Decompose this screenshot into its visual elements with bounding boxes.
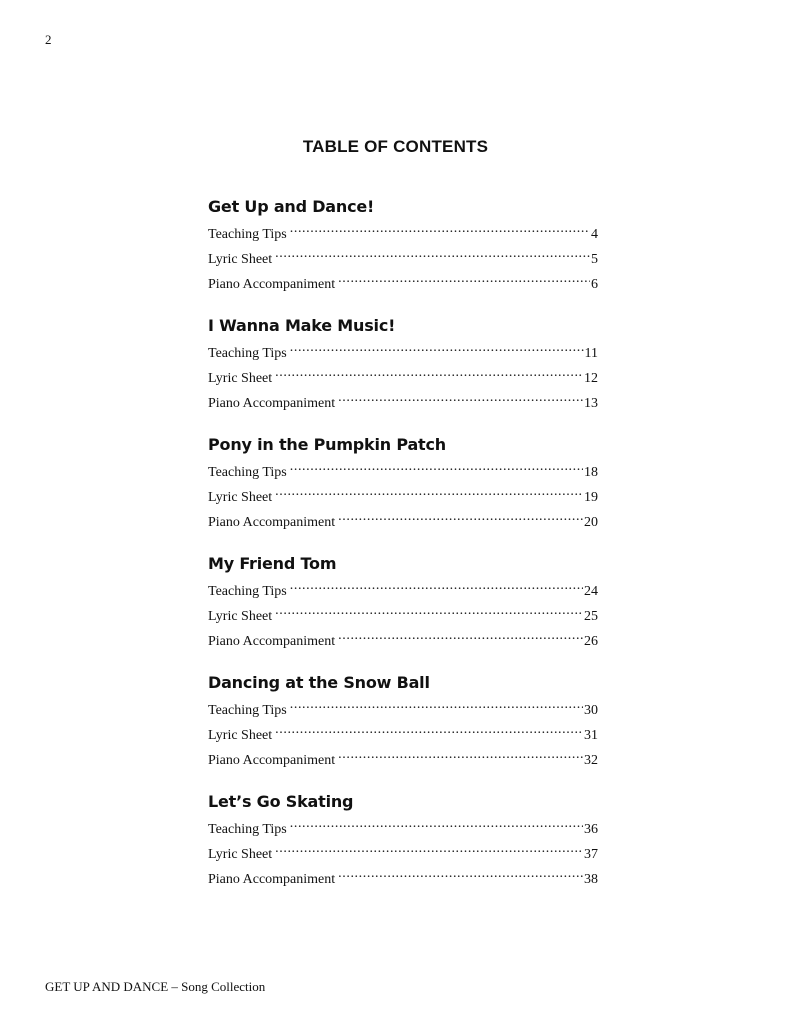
toc-entry (208, 626, 598, 651)
toc-entry (208, 601, 598, 626)
entry-label: Lyric Sheet (208, 371, 273, 386)
dot-leader (275, 601, 583, 620)
dot-leader (290, 695, 583, 714)
toc-entry (208, 864, 598, 889)
entry-page-number: 26 (584, 634, 598, 649)
entry-page-number: 5 (591, 252, 598, 267)
entry-page-number: 20 (584, 515, 598, 530)
entry-label: Lyric Sheet (208, 728, 273, 743)
dot-leader (290, 576, 583, 595)
page-footer: GET UP AND DANCE – Song Collection (45, 979, 266, 994)
section-title: I Wanna Make Music! (208, 316, 396, 335)
dot-leader (338, 388, 583, 407)
toc-entry (208, 457, 598, 482)
dot-leader (275, 244, 590, 263)
entry-label: Piano Accompaniment (208, 515, 336, 530)
entry-label: Lyric Sheet (208, 847, 273, 862)
toc-entry (208, 244, 598, 269)
entry-page-number: 12 (584, 371, 598, 386)
section-title: Let’s Go Skating (208, 792, 354, 811)
dot-leader (290, 457, 583, 476)
dot-leader (338, 507, 583, 526)
toc-entry (208, 814, 598, 839)
toc-entry (208, 363, 598, 388)
toc-entry (208, 507, 598, 532)
dot-leader (338, 864, 583, 883)
entry-label: Teaching Tips (208, 465, 287, 480)
entry-label: Piano Accompaniment (208, 396, 336, 411)
toc-section (208, 552, 598, 651)
dot-leader (275, 720, 583, 739)
toc-entry (208, 839, 598, 864)
toc-section (208, 195, 598, 294)
page-title: TABLE OF CONTENTS (302, 137, 489, 156)
table-of-contents (208, 195, 598, 909)
entry-label: Piano Accompaniment (208, 634, 336, 649)
toc-entry (208, 576, 598, 601)
toc-entry (208, 720, 598, 745)
toc-entry (208, 695, 598, 720)
entry-page-number: 4 (591, 227, 598, 242)
entry-label: Teaching Tips (208, 584, 287, 599)
entry-page-number: 13 (584, 396, 598, 411)
entry-label: Lyric Sheet (208, 252, 273, 267)
toc-entry (208, 269, 598, 294)
dot-leader (275, 363, 583, 382)
dot-leader (338, 745, 583, 764)
entry-label: Teaching Tips (208, 346, 287, 361)
toc-section (208, 671, 598, 770)
entry-page-number: 30 (584, 703, 598, 718)
entry-page-number: 19 (584, 490, 598, 505)
toc-entry (208, 388, 598, 413)
entry-page-number: 31 (584, 728, 598, 743)
dot-leader (275, 482, 583, 501)
toc-section (208, 790, 598, 889)
entry-label: Lyric Sheet (208, 609, 273, 624)
entry-label: Teaching Tips (208, 227, 287, 242)
entry-label: Teaching Tips (208, 822, 287, 837)
dot-leader (338, 626, 583, 645)
entry-page-number: 25 (584, 609, 598, 624)
entry-label: Piano Accompaniment (208, 872, 336, 887)
entry-page-number: 37 (584, 847, 598, 862)
entry-page-number: 6 (591, 277, 598, 292)
section-title: My Friend Tom (208, 554, 337, 573)
entry-page-number: 11 (584, 346, 598, 361)
toc-entry (208, 338, 598, 363)
dot-leader (290, 338, 584, 357)
entry-page-number: 32 (584, 753, 598, 768)
dot-leader (338, 269, 590, 288)
entry-label: Lyric Sheet (208, 490, 273, 505)
dot-leader (275, 839, 583, 858)
entry-page-number: 38 (584, 872, 598, 887)
entry-page-number: 36 (584, 822, 598, 837)
toc-section (208, 433, 598, 532)
entry-label: Teaching Tips (208, 703, 287, 718)
section-title: Dancing at the Snow Ball (208, 673, 430, 692)
entry-label: Piano Accompaniment (208, 277, 336, 292)
section-title: Get Up and Dance! (208, 197, 375, 216)
toc-section (208, 314, 598, 413)
toc-entry (208, 482, 598, 507)
dot-leader (290, 219, 590, 238)
entry-page-number: 18 (584, 465, 598, 480)
page-number: 2 (45, 32, 52, 47)
entry-page-number: 24 (584, 584, 598, 599)
toc-entry (208, 219, 598, 244)
section-title: Pony in the Pumpkin Patch (208, 435, 446, 454)
dot-leader (290, 814, 583, 833)
entry-label: Piano Accompaniment (208, 753, 336, 768)
toc-entry (208, 745, 598, 770)
